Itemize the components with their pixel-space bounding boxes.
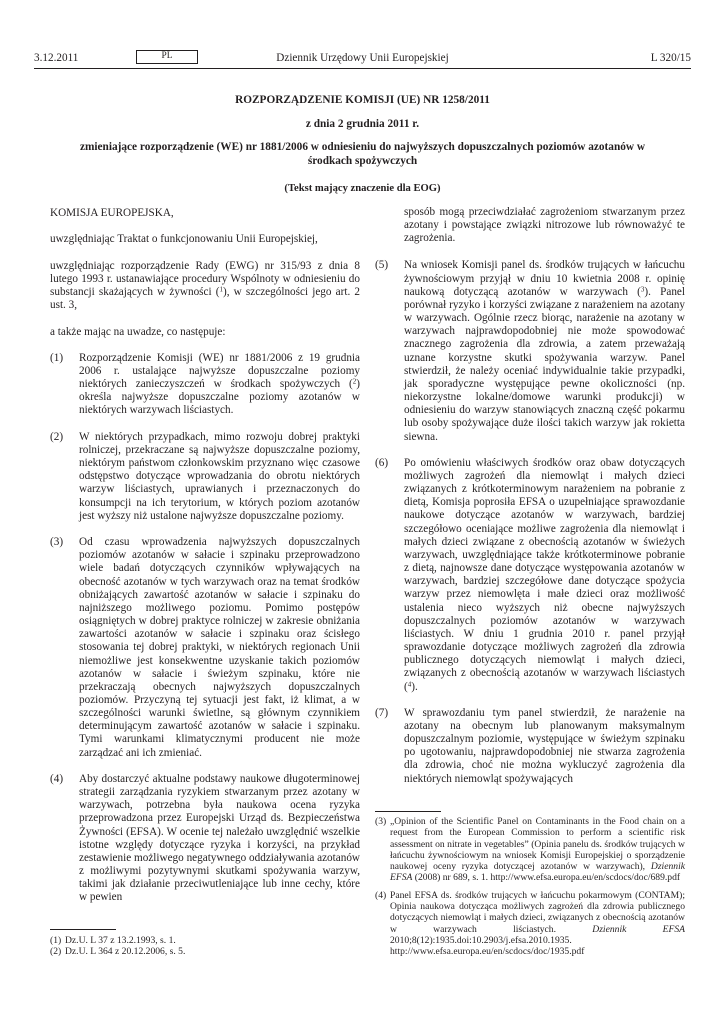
preamble-authority: KOMISJA EUROPEJSKA,: [50, 207, 174, 219]
right-column: [375, 206, 685, 799]
footnote-ref: 1: [219, 285, 223, 294]
footnotes-left: [50, 935, 360, 958]
footnote-ref: 2: [352, 377, 357, 386]
document-title: [60, 94, 665, 196]
left-column: [50, 207, 360, 918]
regulation-number: ROZPORZĄDZENIE KOMISJI (UE) NR 1258/2011: [235, 94, 490, 106]
footnote-1: (1) Dz.U. L 37 z 13.2.1993, s. 1.: [50, 935, 176, 946]
publication-date: 3.12.2011: [34, 52, 79, 64]
recital-2: (2) W niektórych przypadkach, mimo rozwoju dobrej praktyki rolniczej, przekraczane są najwyższe dopuszczalne poziomy, niektórym państwom członkowskim przyznano więc czasowe odstępstwo dotyczące wprowadzania do obrotu niektórych warzyw liściastych, uprawianych i przeznaczonych do konsumpcji na ich terytorium, w których poziom azotanów jest wyższy niż ustalone najwyższe dopuszczalne poziomy.: [50, 430, 360, 522]
recital-number: (1): [50, 351, 64, 364]
journal-name: Dziennik Urzędowy Unii Europejskiej: [276, 52, 449, 64]
footnote-2: (2) Dz.U. L 364 z 20.12.2006, s. 5.: [50, 946, 186, 958]
recital-number: (7): [375, 706, 389, 719]
footnote-ref: 3: [640, 285, 645, 294]
preamble-treaty: uwzględniając Traktat o funkcjonowaniu Unii Europejskiej,: [50, 233, 318, 246]
footnotes-right: [375, 816, 685, 964]
footnote-4: (4) Panel EFSA ds. środków trujących w łańcuchu pokarmowym (CONTAM); Opinia naukowa dotycząca możliwych zagrożeń dla zdrowia publicznego dotyczących niemowląt i małych dzieci, związanych z obecnością azotanów w warzywach liściastych. Dziennik EFSA 2010;8(12):1935.doi:10.2903/j.efsa.2010.1935. http://www.efsa.europa.eu/en/scdocs/doc/1935.pdf: [375, 889, 685, 958]
recital-number: (5): [375, 259, 389, 272]
recital-5: (5) Na wniosek Komisji panel ds. środków trujących w łańcuchu żywnościowym przyjął w dniu 10 kwietnia 2008 r. opinię naukową dotyczącą azotanów w warzywach ($^3$). Panel porównał ryzyko i korzyści związane z narażeniem na azotany w warzywach. Ogólnie rzecz biorąc, narażenie na azotany w warzywach najprawdopodobniej nie może spowodować znacznego zagrożenia dla zdrowia, a zatem przeważają uznane korzystne skutki spożywania warzyw. Panel stwierdził, że należy oceniać indywidualnie takie przypadki, jak sporadyczne występujące pewne okoliczności (np. niekorzystne lokalne/domowe warunki produkcji) w odniesieniu do warzyw stanowiących znaczną część pokarmu lub osoby spożywające duże ilości takich warzyw jak rokietta siewna.: [375, 259, 685, 443]
regulation-subject: zmieniające rozporządzenie (WE) nr 1881/2006 w odniesieniu do najwyższych dopuszczalnych poziomów azotanów w środkach spożywczych: [79, 141, 646, 167]
recital-4: (4) Aby dostarczyć aktualne podstawy naukowe długoterminowej strategii zarządzania ryzykiem stwarzanym przez azotany w warzywach, potrzebna była naukowa ocena ryzyka przeprowadzona przez Europejski Urząd ds. Bezpieczeństwa Żywności (EFSA). W ocenie tej należało uwzględnić wszelkie istotne względy dotyczące ryzyka i korzyści, na przykład zestawienie możliwego negatywnego oddziaływania azotanów z możliwymi pozytywnymi skutkami spożywania warzyw, takimi jak działanie przeciwutleniające lub inne cechy, które w pewien: [50, 772, 360, 904]
preamble-whereas: a także mając na uwadze, co następuje:: [50, 325, 226, 338]
recital-6: (6) Po omówieniu właściwych środków oraz obaw dotyczących możliwych zagrożeń dla niemowląt i małych dzieci związanych z krótkoterminowym narażeniem na pobranie z dietą, Komisja poprosiła EFSA o uzupełniające sprawozdanie naukowe dotyczące azotanów w warzywach, bardziej szczegółowo oceniające możliwe zagrożenia dla niemowląt i małych dzieci związane z obecnością azotanów w świeżych warzywach, uwzględniające także krótkoterminowe pobranie z dietą, najnowsze dane dotyczące występowania azotanów w warzywach, bardziej szczegółowe dane dotyczące spożycia warzyw przez niemowlęta i małe dzieci oraz możliwość ustalenia nieco wyższych niż obecne najwyższych dopuszczalnych poziomów azotanów w warzywach liściastych. W dniu 1 grudnia 2010 r. panel przyjął sprawozdanie dotyczące możliwych zagrożeń dla zdrowia publicznego dotyczących niemowląt i małych dzieci, związanych z obecnością azotanów w warzywach liściastych ($^4$).: [375, 456, 685, 693]
page-reference: L 320/15: [650, 52, 691, 64]
recital-number: (2): [50, 430, 64, 443]
eea-relevance: (Tekst mający znaczenie dla EOG): [284, 183, 441, 194]
recital-4-continued: sposób mogą przeciwdziałać zagrożeniom stwarzanym przez azotany i powstające związki nitrozowe lub równoważyć te zagrożenia.: [404, 206, 685, 245]
recital-3: (3) Od czasu wprowadzenia najwyższych dopuszczalnych poziomów azotanów w sałacie i szpinaku przeprowadzono wiele badań dotyczących czynników wpływających na obecność azotanów w tych warzywach oraz na temat środków obniżających zawartość azotanów w sałacie i szpinaku do najniższego możliwego poziomu. Pomimo postępów osiągniętych w dobrej praktyce rolniczej w zakresie obniżania zawartości azotanów w sałacie i szpinaku oraz ścisłego stosowania tej dobrej praktyki, w niektórych regionach Unii niemożliwe jest konsekwentne uzyskanie takich poziomów azotanów w sałacie i świeżym szpinaku, które nie przekraczają obecnych najwyższych dopuszczalnych poziomów. Przyczyną tej sytuacji jest fakt, iż klimat, a w szczególności warunki świetlne, są głównym czynnikiem determinującym zawartość azotanów w sałacie i szpinaku. Tymi warunkami klimatycznymi producent nie może zarządzać ani ich zmieniać.: [50, 536, 360, 759]
recital-1: (1) Rozporządzenie Komisji (WE) nr 1881/2006 z 19 grudnia 2006 r. ustalające najwyższe dopuszczalne poziomy niektórych zanieczyszczeń w środkach spożywczych ($^2$) określa najwyższe dopuszczalne poziomy azotanów w niektórych warzywach liściastych.: [50, 351, 360, 417]
language-badge: PL: [136, 50, 198, 64]
header-divider: [34, 68, 691, 69]
footnote-3: (3) „Opinion of the Scientific Panel on Contaminants in the Food chain on a request from the European Commission to perform a scientific risk assessment on nitrate in vegetables” (Opinia panelu ds. środków trujących w łańcuchu żywnościowym na wniosek Komisji Europejskiej o sporządzenie naukowej oceny ryzyka dotyczącej azotanów w warzywach), Dziennik EFSA (2008) nr 689, s. 1. http://www.efsa.europa.eu/en/scdocs/doc/689.pdf: [375, 816, 685, 884]
recital-number: (4): [50, 772, 64, 785]
page-header: [34, 50, 691, 66]
footnote-divider: [375, 811, 441, 812]
preamble-regulation: uwzględniając rozporządzenie Rady (EWG) nr 315/93 z dnia 8 lutego 1993 r. ustanawiające procedury Wspólnoty w odniesieniu do substancji skażających w żywności ($^1$), w szczególności jego art. 2 ust. 3,: [50, 259, 360, 312]
regulation-date: z dnia 2 grudnia 2011 r.: [305, 117, 420, 130]
recital-number: (6): [375, 456, 389, 469]
footnote-divider: [50, 929, 116, 930]
recital-number: (3): [50, 536, 64, 549]
footnote-ref: 4: [407, 680, 412, 688]
recital-7: (7) W sprawozdaniu tym panel stwierdził, że narażenie na azotany na obecnym lub planowanym maksymalnym dopuszczalnym poziomie, występujące w świeżym szpinaku po ugotowaniu, najprawdopodobniej nie stwarza zagrożenia dla zdrowia, choć nie można wykluczyć zagrożenia dla niektórych niemowląt spożywających: [375, 706, 685, 785]
